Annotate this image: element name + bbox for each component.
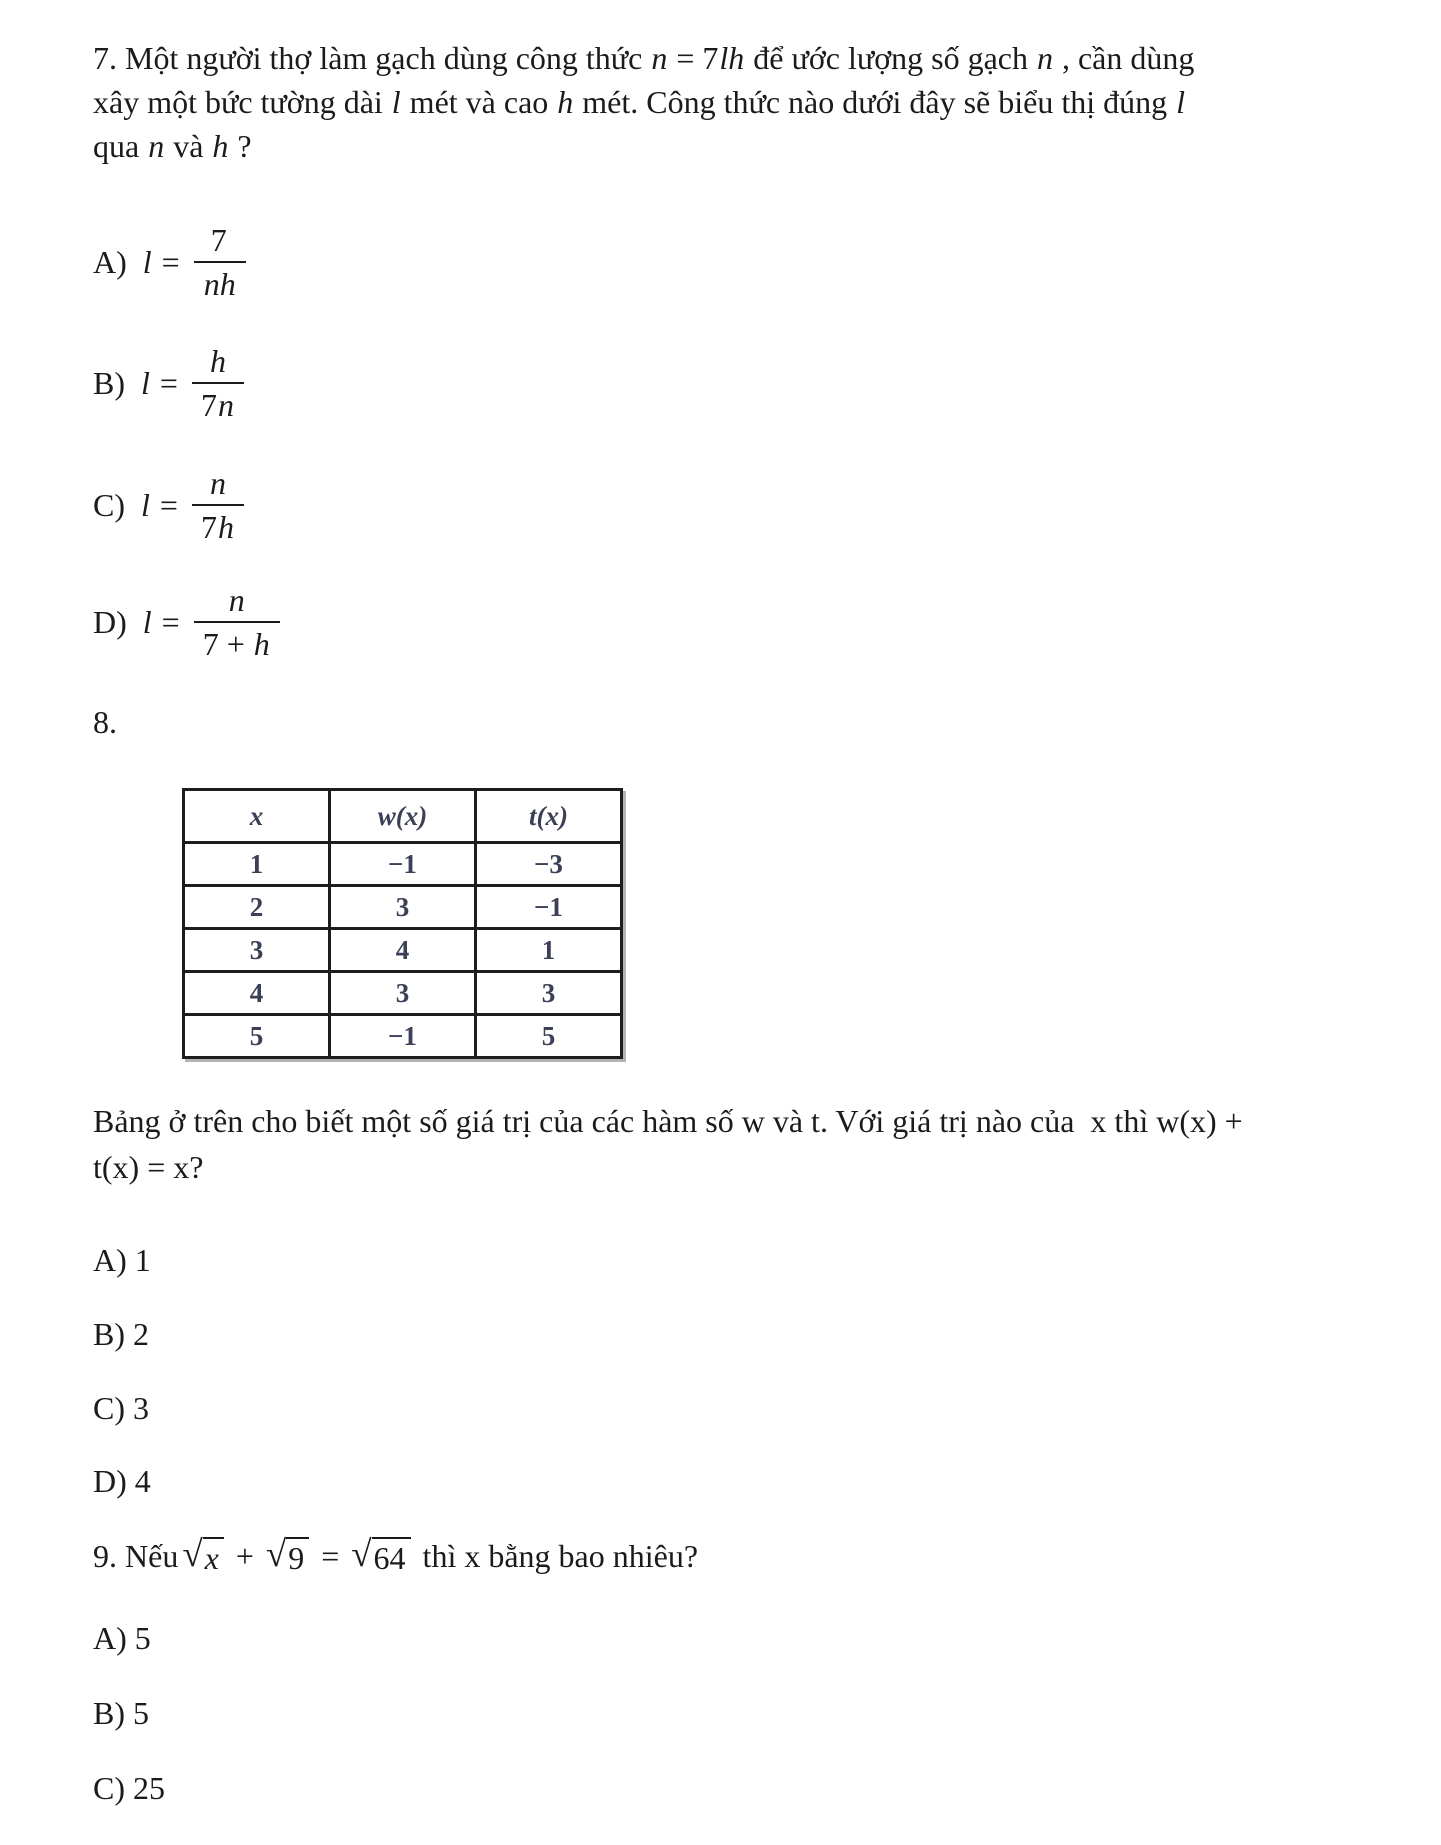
table-cell: −1 <box>330 1015 476 1058</box>
equals-sign: = <box>161 603 180 640</box>
equals-sign: = <box>161 243 180 280</box>
radical-sign-icon: √ <box>265 1534 287 1575</box>
q8-option-c: C) 3 <box>93 1390 149 1426</box>
q8-caption <box>93 1098 1243 1190</box>
table-cell: 1 <box>184 843 330 886</box>
q7-option-c <box>93 465 244 545</box>
fraction: $\frac{7}{nh}$ <box>194 222 246 302</box>
table-header-tx: t(x) <box>476 790 622 843</box>
option-label: D) <box>93 603 127 640</box>
q8-caption-line-1: Bảng ở trên cho biết một số giá trị của các hàm số w và t. Với giá trị nào của x thì w(x) + <box>93 1103 1243 1139</box>
option-value: 4 <box>134 1463 151 1499</box>
question-7-line-3: qua n và h ? <box>93 128 252 164</box>
equals-sign: = <box>159 486 178 523</box>
radical-sqrt-x: √ x <box>182 1537 224 1575</box>
table-cell: 4 <box>330 929 476 972</box>
q9-option-b: B) 5 <box>93 1695 149 1731</box>
table-cell: −1 <box>476 886 622 929</box>
table-header-wx: w(x) <box>330 790 476 843</box>
option-value: 3 <box>133 1390 149 1426</box>
table-row <box>184 929 622 972</box>
equals-sign: = <box>321 1538 340 1574</box>
radical-sign-icon: √ <box>351 1534 372 1575</box>
table-header-row <box>184 790 622 843</box>
q8-option-d: D) 4 <box>93 1463 151 1499</box>
table-cell: 5 <box>184 1015 330 1058</box>
q7-option-b <box>93 343 244 423</box>
question-8-number: 8. <box>93 704 117 740</box>
option-label: C) <box>93 486 125 523</box>
q8-option-a: A) 1 <box>93 1242 151 1278</box>
q7-option-d <box>93 582 280 662</box>
table-cell: 3 <box>330 972 476 1015</box>
lhs-variable: l <box>142 603 152 640</box>
lhs-variable: l <box>142 243 152 280</box>
equals-sign: = <box>159 364 178 401</box>
question-7-line-2: xây một bức tường dài l mét và cao h mét. Công thức nào dưới đây sẽ biểu thị đúng l <box>93 84 1186 120</box>
table-cell: 1 <box>476 929 622 972</box>
fraction: $\frac{h}{7n}$ <box>192 343 244 423</box>
question-9-text: 9. Nếu √ x + √ 9 = √ 64 thì x bằng bao nhiêu? <box>93 1534 699 1576</box>
table-cell: −1 <box>330 843 476 886</box>
table-row <box>184 886 622 929</box>
radical-sqrt-64: √ 64 <box>351 1537 410 1575</box>
table-row <box>184 843 622 886</box>
table-row <box>184 972 622 1015</box>
lhs-variable: l <box>141 364 150 401</box>
table-cell: 3 <box>330 886 476 929</box>
option-value: 2 <box>133 1316 149 1352</box>
option-label: A) <box>93 243 127 280</box>
q7-option-a <box>93 222 246 302</box>
q9-option-c: C) 25 <box>93 1770 165 1806</box>
table-cell: −3 <box>476 843 622 886</box>
table-header-x: x <box>184 790 330 843</box>
question-7-line-1: 7. Một người thợ làm gạch dùng công thức n = 7lh để ước lượng số gạch n , cần dùng <box>93 40 1195 76</box>
table-cell: 5 <box>476 1015 622 1058</box>
question-7-text <box>93 36 1194 168</box>
plus-sign: + <box>235 1538 254 1574</box>
option-label: B) <box>93 364 125 401</box>
option-value: 1 <box>134 1242 151 1278</box>
q8-option-b: B) 2 <box>93 1316 149 1352</box>
radical-sqrt-9: √ 9 <box>266 1537 309 1575</box>
option-value: 5 <box>133 1695 149 1731</box>
q9-option-a: A) 5 <box>93 1620 151 1656</box>
lhs-variable: l <box>141 486 150 523</box>
fraction: $\frac{n}{7h}$ <box>192 465 244 545</box>
table-cell: 3 <box>184 929 330 972</box>
option-value: 25 <box>133 1770 165 1806</box>
radical-sign-icon: √ <box>182 1534 203 1575</box>
option-value: 5 <box>134 1620 151 1656</box>
fraction: $\frac{n}{7 + h}$ <box>194 582 280 662</box>
table-cell: 4 <box>184 972 330 1015</box>
table-cell: 2 <box>184 886 330 929</box>
q8-caption-line-2: t(x) = x? <box>93 1149 204 1185</box>
table-cell: 3 <box>476 972 622 1015</box>
q8-values-table <box>182 788 623 1059</box>
table-row <box>184 1015 622 1058</box>
